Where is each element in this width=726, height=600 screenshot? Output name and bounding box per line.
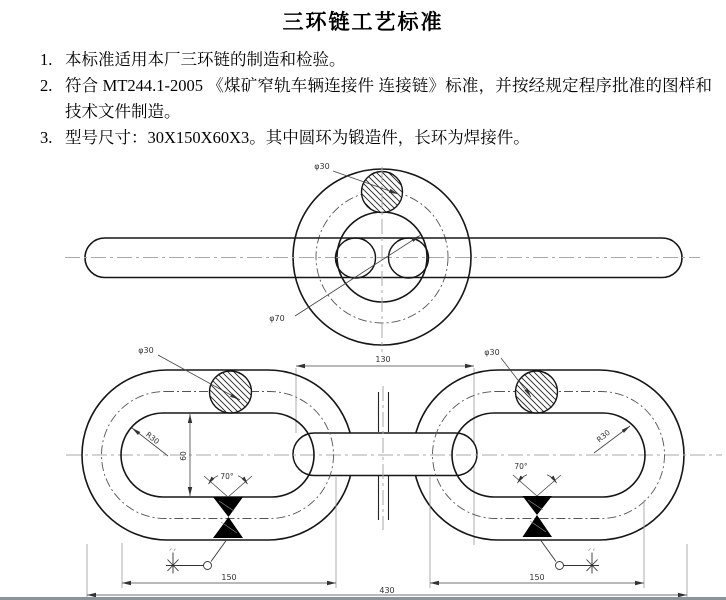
angle-dim-right [513,462,561,496]
dim-label-ring-inner-dia: φ70 [269,314,285,323]
leader-line [158,355,240,400]
right-wire-section-hatched [516,371,558,413]
dim-label-overall-len: 430 [379,586,395,595]
link-end-section-left [336,238,376,278]
arrowhead [132,428,140,435]
dim-label-weld-angle: 70° [220,472,234,481]
right-link-outer [413,370,684,540]
list-item-text[interactable]: 本标准适用本厂三环链的制造和检验。 [65,50,346,69]
list-item-number: 2. [40,76,53,95]
long-link-side-view [85,238,682,278]
dim-label-wire-dia: φ30 [138,346,154,355]
front-view [66,346,722,599]
link-end-section-right [389,238,429,278]
leader-line [501,358,531,397]
top-view [65,162,700,352]
center-ring-edge-view [293,433,477,476]
x-groove-weld-icon [587,553,598,574]
arrowhead [230,393,240,400]
numbered-list [40,47,712,151]
right-link-pitch [433,392,665,519]
arrowhead [296,364,305,368]
left-link-inner [121,413,314,497]
arrowhead [188,487,192,496]
page-title: 三环链工艺标准 [282,10,444,34]
arrowhead [622,426,630,433]
list-item-number: 1. [40,50,53,69]
dim-label-end-radius: R30 [594,427,612,445]
left-wire-section-hatched [210,371,252,413]
dim-label-end-radius: R30 [143,429,162,447]
arrowhead [389,189,398,194]
dim-label-link-inner-len: 150 [221,573,237,582]
list-item-text[interactable]: 符合 MT244.1-2005 《煤矿窄轨车辆连接件 连接链》标准，并按经规定程序批准的图样和技术文件制造。 [65,76,712,121]
weld-symbol-right [541,540,600,574]
x-groove-weld-icon [168,553,179,574]
dim-430 [87,544,687,599]
list-item [40,125,712,151]
dim-label-wire-dia: φ30 [314,162,330,171]
list-item [40,73,712,125]
document-body [0,0,726,151]
arrowhead [411,236,420,242]
list-item-text[interactable]: 型号尺寸：30X150X60X3。其中圆环为锻造件，长环为焊接件。 [65,128,530,147]
right-link-inner [452,413,645,497]
list-item-number: 3. [40,128,53,147]
dim-label-weld-angle: 70° [514,462,528,471]
angle-dim-left [204,472,252,497]
leader-line [295,236,420,317]
ring-outer-circle [293,169,471,345]
dim-label-link-inner-width: 60 [179,451,188,461]
ring-wire-section-hatched [362,172,403,213]
dim-150-right [430,477,644,588]
leader-line [594,426,630,453]
arrowhead [188,414,192,423]
center-contact-lines [379,392,389,520]
left-link-outer [82,370,353,540]
dim-label-ring-outer-len: 130 [375,355,391,364]
dim-label-link-inner-len: 150 [529,573,545,582]
ring-pitch-circle [316,191,448,323]
leader-line [132,428,168,456]
weld-mark-right [523,496,553,537]
weld-symbol-left [166,540,227,574]
arrowhead [525,389,532,398]
dim-label-wire-dia: φ30 [484,348,500,357]
dim-130 [296,355,474,545]
leader-line [333,171,398,194]
arrowhead [465,364,474,368]
ring-inner-circle [337,212,427,302]
list-item [40,47,712,73]
dim-150-left [122,477,336,588]
left-link-pitch [102,392,334,519]
weld-mark-left [213,497,243,538]
